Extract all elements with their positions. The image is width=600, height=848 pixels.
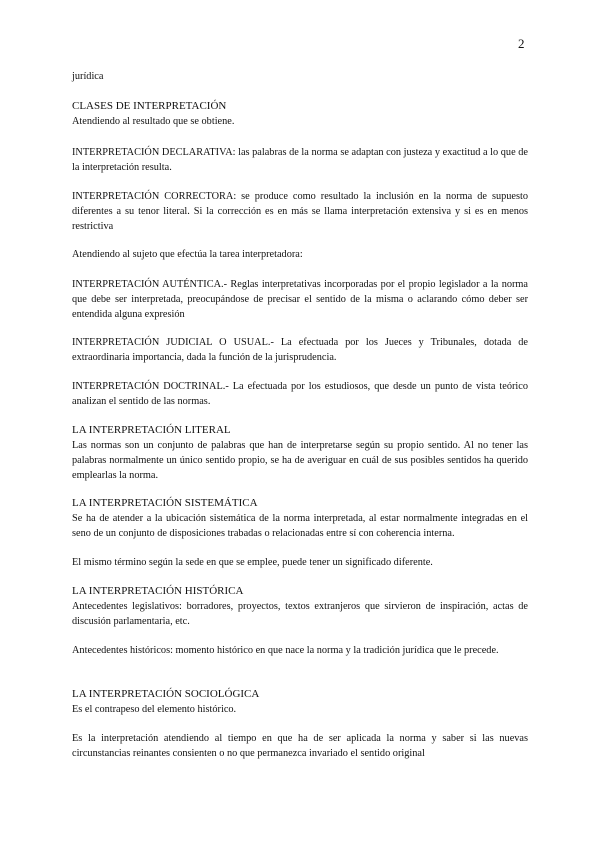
paragraph-sistematica-2: El mismo término según la sede en que se emplee, puede tener un significado diferente. xyxy=(72,557,433,568)
section-historica xyxy=(72,584,528,629)
top-fragment xyxy=(72,69,528,84)
paragraph-historica: Antecedentes legislativos: borradores, proyectos, textos extranjeros que sirvieron de inspiración, actas de discusión parlamentaria, etc. xyxy=(72,601,528,627)
paragraph-sujeto-intro: Atendiendo al sujeto que efectúa la tarea interpretadora: xyxy=(72,249,303,260)
paragraph-literal: Las normas son un conjunto de palabras que han de interpretarse según su propio sentido. Al no tener las palabras normalmente un único sentido propio, se ha de averiguar en cuál de sus posibles sentidos ha querido emplearlas la norma. xyxy=(72,440,528,481)
page-number: 2 xyxy=(518,36,525,51)
paragraph-declarativa: INTERPRETACIÓN DECLARATIVA: las palabras de la norma se adaptan con justeza y exactitud a lo que de la interpretación resulta. xyxy=(72,147,528,173)
section-heading-sociologica: LA INTERPRETACIÓN SOCIOLÓGICA xyxy=(72,688,260,700)
section-heading-historica: LA INTERPRETACIÓN HISTÓRICA xyxy=(72,585,244,597)
paragraph-sociologica: Es el contrapeso del elemento histórico. xyxy=(72,704,237,715)
section-heading-clases: CLASES DE INTERPRETACIÓN xyxy=(72,100,227,112)
paragraph-autentica: INTERPRETACIÓN AUTÉNTICA.- Reglas interpretativas incorporadas por el propio legislador a la norma que debe ser interpretada, preocupándose de precisar el sentido de la misma o aclarando cómo deber ser entendida alguna expresión xyxy=(72,279,528,320)
section-clases xyxy=(72,99,528,129)
paragraph-doctrinal: INTERPRETACIÓN DOCTRINAL.- La efectuada por los estudiosos, que desde un punto de vista teórico analizan el sentido de las normas. xyxy=(72,381,528,407)
section-literal xyxy=(72,423,528,483)
section-heading-literal: LA INTERPRETACIÓN LITERAL xyxy=(72,424,231,436)
section-sistematica xyxy=(72,496,528,541)
paragraph-sistematica: Se ha de atender a la ubicación sistemática de la norma interpretada, al estar normalmente integradas en el seno de un conjunto de disposiciones trabadas o relacionadas entre sí con coherencia interna. xyxy=(72,513,528,539)
section-sociologica xyxy=(72,687,528,717)
paragraph-fragment: jurídica xyxy=(72,71,104,82)
paragraph-correctora: INTERPRETACIÓN CORRECTORA: se produce como resultado la inclusión en la norma de supuesto diferentes a su tenor literal. Si la corrección es en más se llama interpretación extensiva y si es en menos restrictiva xyxy=(72,191,528,232)
section-heading-sistematica: LA INTERPRETACIÓN SISTEMÁTICA xyxy=(72,497,258,509)
paragraph-clases-intro: Atendiendo al resultado que se obtiene. xyxy=(72,116,235,127)
paragraph-judicial: INTERPRETACIÓN JUDICIAL O USUAL.- La efectuada por los Jueces y Tribunales, dotada de extraordinaria importancia, dada la función de la jurisprudencia. xyxy=(72,337,528,363)
paragraph-sociologica-2: Es la interpretación atendiendo al tiempo en que ha de ser aplicada la norma y saber si las nuevas circunstancias reinantes consienten o no que permanezca invariado el sentido original xyxy=(72,733,528,759)
paragraph-historica-2: Antecedentes históricos: momento histórico en que nace la norma y la tradición jurídica que le precede. xyxy=(72,645,499,656)
